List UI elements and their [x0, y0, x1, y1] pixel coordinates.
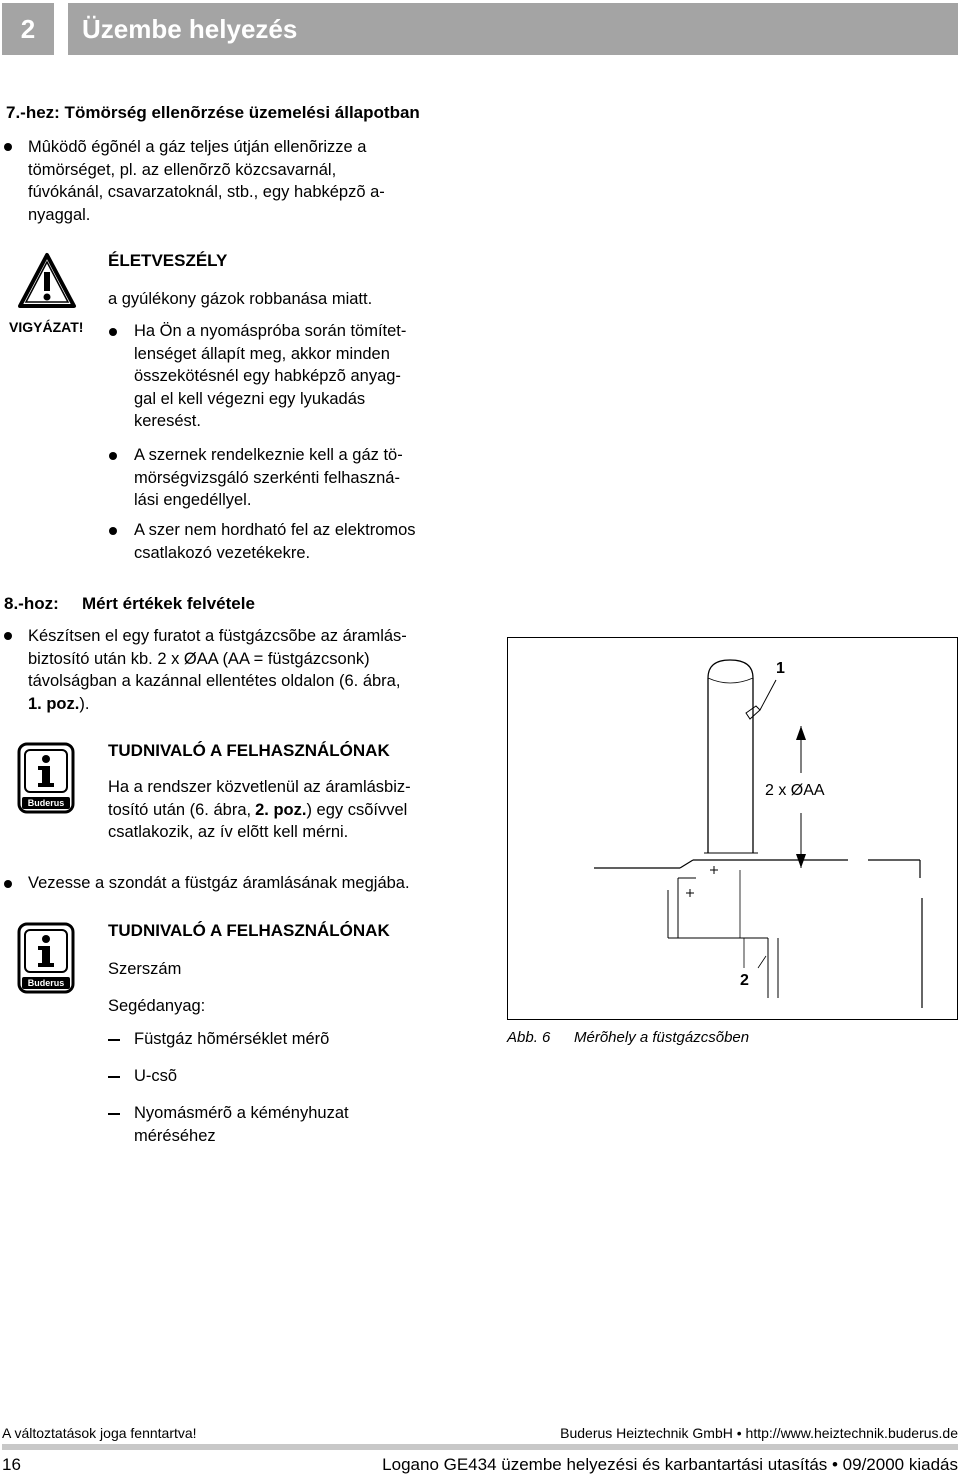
figure-caption-number: Abb. 6: [507, 1029, 551, 1046]
brand-label: Buderus: [27, 978, 65, 988]
bullet: [109, 527, 117, 535]
note-2-tools: Szerszám: [108, 960, 182, 978]
chapter-number: 2: [2, 3, 54, 55]
info-icon: [17, 922, 75, 994]
warning-triangle-icon: [17, 252, 77, 315]
warning-title: ÉLETVESZÉLY: [108, 251, 228, 270]
section-8-heading-number: 8.-hoz:: [4, 594, 59, 613]
note-2-title: TUDNIVALÓ A FELHASZNÁLÓNAK: [108, 921, 390, 940]
note-1-title: TUDNIVALÓ A FELHASZNÁLÓNAK: [108, 741, 390, 760]
dash: [108, 1076, 120, 1078]
figure-caption: Mérõhely a füstgázcsõben: [574, 1029, 750, 1046]
bullet: [109, 452, 117, 460]
warning-bullet-2: A szernek rendelkeznie kell a gáz tö- mörségvizsgáló szerkénti felhaszná- lási engedéllyel.: [134, 446, 403, 509]
chapter-title: Üzembe helyezés: [68, 3, 958, 55]
note-2-aux: Segédanyag:: [108, 997, 206, 1015]
dash: [108, 1113, 120, 1115]
list-item: U-csõ: [134, 1067, 178, 1085]
footer-left-note: A változtatások joga fenntartva!: [2, 1425, 197, 1441]
figure-dimension: 2 x ØAA: [765, 782, 825, 799]
warning-bullet-3: A szer nem hordható fel az elektromos csatlakozó vezetékekre.: [134, 521, 416, 562]
dash: [108, 1039, 120, 1041]
figure-label-1: 1: [776, 660, 785, 677]
footer-rule: [2, 1444, 958, 1450]
section-8-heading: Mért értékek felvétele: [82, 594, 255, 613]
brand-label: Buderus: [27, 798, 65, 808]
info-icon: [17, 742, 75, 814]
warning-subtitle: a gyúlékony gázok robbanása miatt.: [108, 290, 373, 308]
bullet: [4, 143, 12, 151]
figure-frame: [507, 637, 958, 1020]
list-item: Füstgáz hõmérséklet mérõ: [134, 1030, 330, 1048]
bullet: [4, 880, 12, 888]
section-8-bullet-text: Készítsen el egy furatot a füstgázcsõbe az áramlás- biztosító után kb. 2 x ØAA (AA = füstgázcsonk) távolságban a kazánnal ellentétes oldalon (6. ábra, 1. poz.).: [28, 627, 407, 713]
section-7-heading: 7.-hez: Tömörség ellenõrzése üzemelési állapotban: [6, 103, 420, 122]
document-title: Logano GE434 üzembe helyezési és karbantartási utasítás • 09/2000 kiadás: [382, 1455, 958, 1474]
probe-bullet-text: Vezesse a szondát a füstgáz áramlásának megjába.: [28, 874, 410, 892]
note-1-text: Ha a rendszer közvetlenül az áramlásbiz- tosító után (6. ábra, 2. poz.) egy csõívvel csatlakozik, az ív elõtt kell mérni.: [108, 778, 411, 841]
section-7-bullet-text: Mûködõ égõnél a gáz teljes útján ellenõrizze a tömörséget, pl. az ellenõrzõ közcsavarnál, fúvókánál, csavarzatoknál, stb., egy habképzõ a- nyaggal.: [28, 138, 385, 224]
bullet: [4, 632, 12, 640]
list-item: Nyomásmérõ a kéményhuzat méréséhez: [134, 1104, 349, 1145]
footer-right-note: Buderus Heiztechnik GmbH • http://www.heiztechnik.buderus.de: [560, 1425, 958, 1441]
flue-pipe-diagram: [508, 638, 956, 1018]
page-number: 16: [2, 1455, 21, 1474]
bullet: [109, 328, 117, 336]
figure-label-2: 2: [740, 972, 749, 989]
warning-bullet-1: Ha Ön a nyomáspróba során tömítet- lenséget állapít meg, akkor minden összekötésnél egy habképzõ anyag- gal el kell végezni egy lyukadás keresést.: [134, 322, 407, 430]
warning-label: VIGYÁZAT!: [9, 319, 84, 335]
